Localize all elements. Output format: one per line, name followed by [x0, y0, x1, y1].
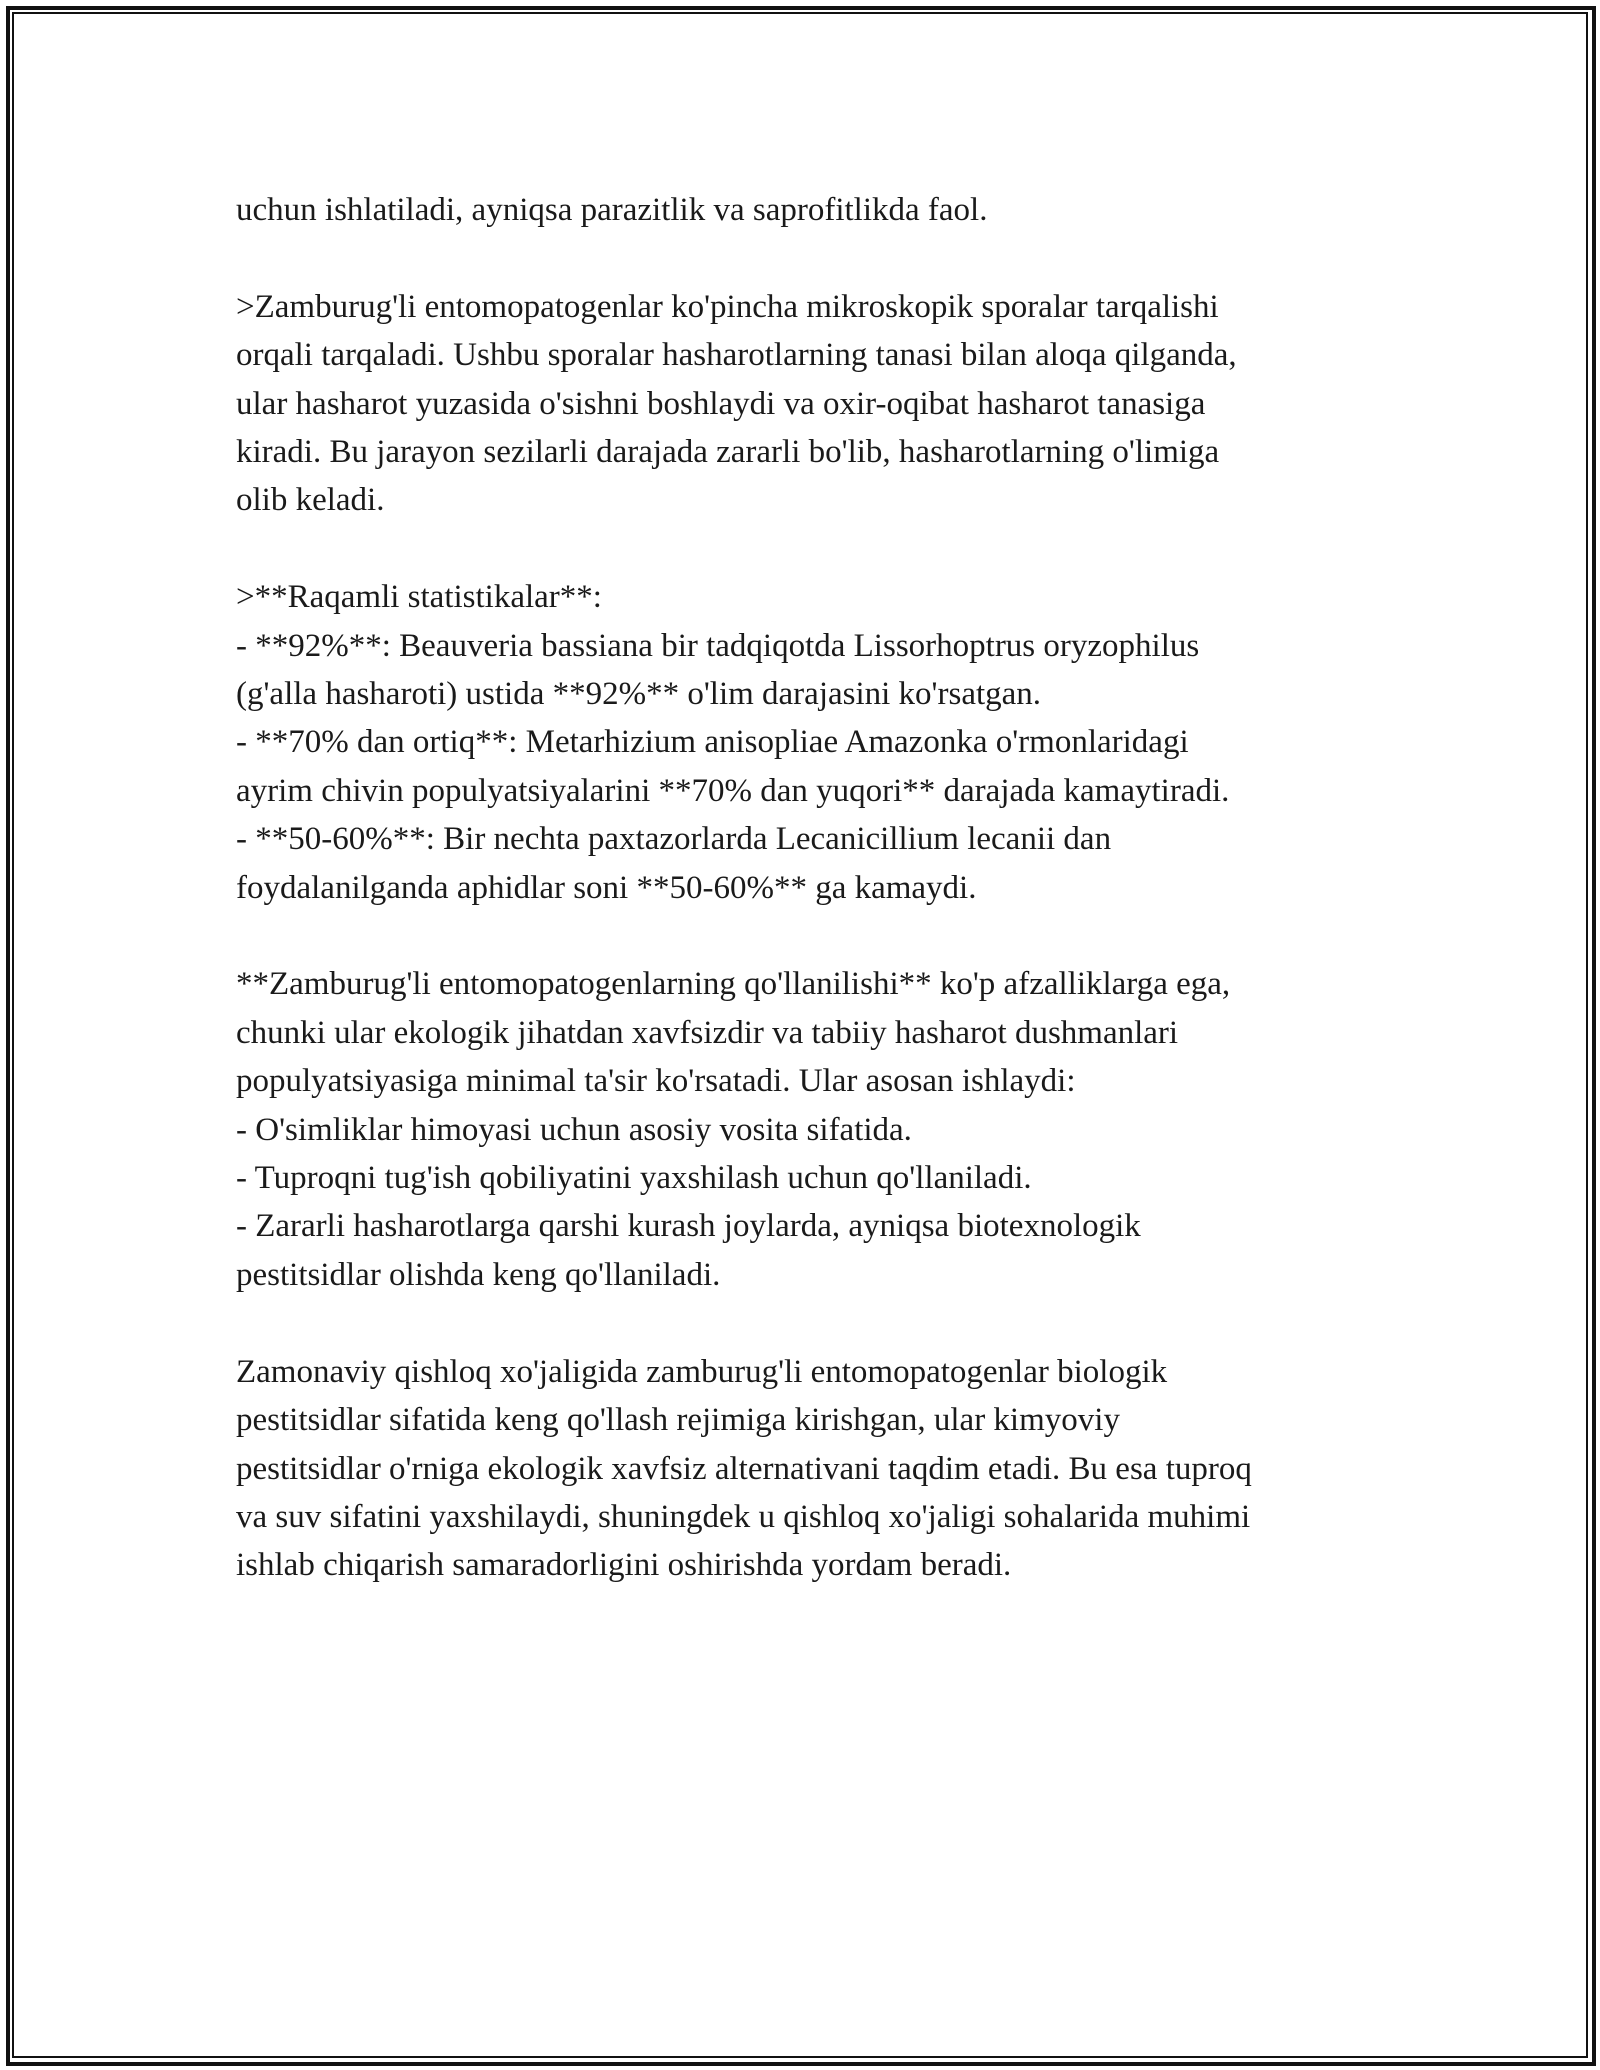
text-line: kiradi. Bu jarayon sezilarli darajada zararli bo'lib, hasharotlarning o'limiga [236, 434, 1220, 471]
text-line: orqali tarqaladi. Ushbu sporalar hasharotlarning tanasi bilan aloqa qilganda, [236, 337, 1237, 374]
text-line: va suv sifatini yaxshilaydi, shuningdek u qishloq xo'jaligi sohalarida muhimi [236, 1498, 1251, 1535]
text-line: (g'alla hasharoti) ustida **92%** o'lim darajasini ko'rsatgan. [236, 676, 1042, 713]
paragraph-statistics [236, 573, 1396, 912]
text-line: - **50-60%**: Bir nechta paxtazorlarda Lecanicillium lecanii dan [236, 821, 1112, 858]
text-line: - **70% dan ortiq**: Metarhizium anisopliae Amazonka o'rmonlaridagi [236, 724, 1189, 761]
text-line: **Zamburug'li entomopatogenlarning qo'llanilishi** ko'p afzalliklarga ega, [236, 966, 1231, 1003]
text-line: Zamonaviy qishloq xo'jaligida zamburug'li entomopatogenlar biologik [236, 1353, 1168, 1390]
text-line: >**Raqamli statistikalar**: [236, 579, 602, 616]
text-line: pestitsidlar olishda keng qo'llaniladi. [236, 1256, 721, 1293]
text-line: foydalanilganda aphidlar soni **50-60%** ga kamaydi. [236, 869, 977, 906]
text-line: - O'simliklar himoyasi uchun asosiy vosita sifatida. [236, 1111, 912, 1148]
text-line: >Zamburug'li entomopatogenlar ko'pincha mikroskopik sporalar tarqalishi [236, 288, 1219, 325]
text-line: pestitsidlar sifatida keng qo'llash rejimiga kirishgan, ular kimyoviy [236, 1402, 1120, 1439]
text-line: uchun ishlatiladi, ayniqsa parazitlik va saprofitlikda faol. [236, 192, 988, 228]
paragraph-modern-agriculture [236, 1348, 1396, 1590]
text-line: - **92%**: Beauveria bassiana bir tadqiqotda Lissorhoptrus oryzophilus [236, 627, 1200, 664]
text-line: chunki ular ekologik jihatdan xavfsizdir va tabiiy hasharot dushmanlari [236, 1014, 1179, 1051]
document-body [236, 186, 1396, 1638]
text-line: pestitsidlar o'rniga ekologik xavfsiz alternativani taqdim etadi. Bu esa tuproq [236, 1450, 1252, 1487]
text-line: olib keladi. [236, 482, 385, 519]
text-line: ayrim chivin populyatsiyalarini **70% dan yuqori** darajada kamaytiradi. [236, 772, 1230, 809]
paragraph-intro-continuation [236, 186, 1396, 234]
text-line: ular hasharot yuzasida o'sishni boshlaydi va oxir-oqibat hasharot tanasiga [236, 385, 1206, 422]
text-line: ishlab chiqarish samaradorligini oshirishda yordam beradi. [236, 1547, 1012, 1584]
paragraph-applications [236, 960, 1396, 1299]
paragraph-spore-spread [236, 283, 1396, 525]
text-line: - Zararli hasharotlarga qarshi kurash joylarda, ayniqsa biotexnologik [236, 1208, 1141, 1245]
text-line: populyatsiyasiga minimal ta'sir ko'rsatadi. Ular asosan ishlaydi: [236, 1063, 1076, 1100]
text-line: - Tuproqni tug'ish qobiliyatini yaxshilash uchun qo'llaniladi. [236, 1160, 1032, 1197]
